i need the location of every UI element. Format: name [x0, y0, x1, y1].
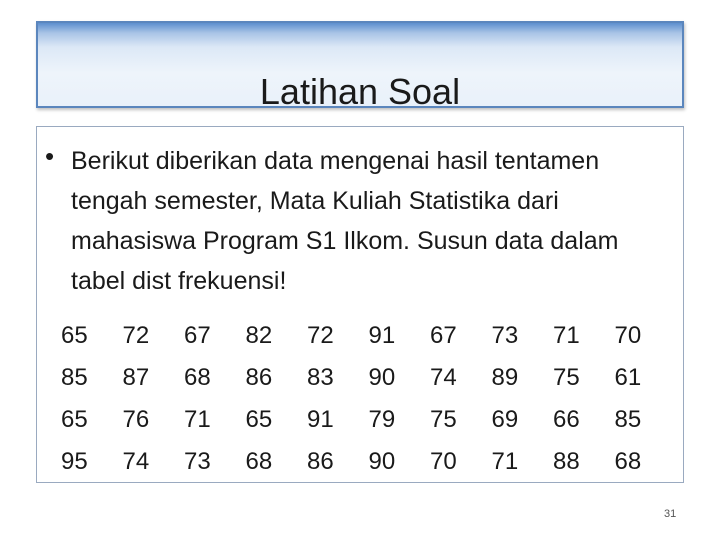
table-cell: 72: [122, 322, 150, 349]
table-cell: 70: [614, 322, 642, 349]
content-box: [36, 126, 684, 483]
table-cell: 61: [614, 364, 642, 391]
table-cell: 71: [491, 448, 519, 475]
table-cell: 88: [553, 448, 580, 475]
bullet-icon: •: [45, 141, 55, 171]
table-cell: 79: [368, 406, 396, 433]
table-row: [61, 441, 676, 483]
table-cell: 86: [307, 448, 334, 475]
slide-title: Latihan Soal: [259, 71, 461, 112]
table-cell: 83: [307, 364, 334, 391]
table-cell: 95: [61, 448, 88, 475]
table-cell: 65: [245, 406, 273, 433]
slide-title-bar: [36, 21, 684, 112]
table-cell: 73: [491, 322, 519, 349]
table-cell: 67: [430, 322, 457, 349]
score-data-table: [61, 315, 676, 483]
table-cell: 87: [122, 364, 150, 391]
table-cell: 65: [61, 322, 88, 349]
table-cell: 69: [491, 406, 519, 433]
table-row: [61, 315, 676, 357]
table-row: [61, 399, 676, 441]
table-cell: 71: [184, 406, 211, 433]
table-cell: 86: [245, 364, 273, 391]
table-cell: 70: [430, 448, 457, 475]
bullet-text: Berikut diberikan data mengenai hasil tentamen tengah semester, Mata Kuliah Statistika dari mahasiswa Program S1 Ilkom. Susun data dalam tabel dist frekuensi!: [71, 147, 619, 295]
table-cell: 68: [184, 364, 211, 391]
score-table-body: [61, 315, 676, 483]
table-cell: 76: [122, 406, 150, 433]
table-cell: 85: [614, 406, 642, 433]
table-cell: 91: [368, 322, 396, 349]
table-cell: 75: [430, 406, 457, 433]
table-cell: 74: [430, 364, 457, 391]
page-number: 31: [664, 508, 677, 520]
table-cell: 73: [184, 448, 211, 475]
table-cell: 66: [553, 406, 580, 433]
table-cell: 72: [307, 322, 334, 349]
table-cell: 90: [368, 448, 396, 475]
table-cell: 68: [614, 448, 642, 475]
table-cell: 85: [61, 364, 88, 391]
table-cell: 74: [122, 448, 150, 475]
table-row: [61, 357, 676, 399]
table-cell: 91: [307, 406, 334, 433]
table-cell: 67: [184, 322, 211, 349]
table-cell: 89: [491, 364, 519, 391]
table-cell: 90: [368, 364, 396, 391]
table-cell: 75: [553, 364, 580, 391]
table-cell: 68: [245, 448, 273, 475]
table-cell: 65: [61, 406, 88, 433]
table-cell: 82: [245, 322, 273, 349]
table-cell: 71: [553, 322, 580, 349]
